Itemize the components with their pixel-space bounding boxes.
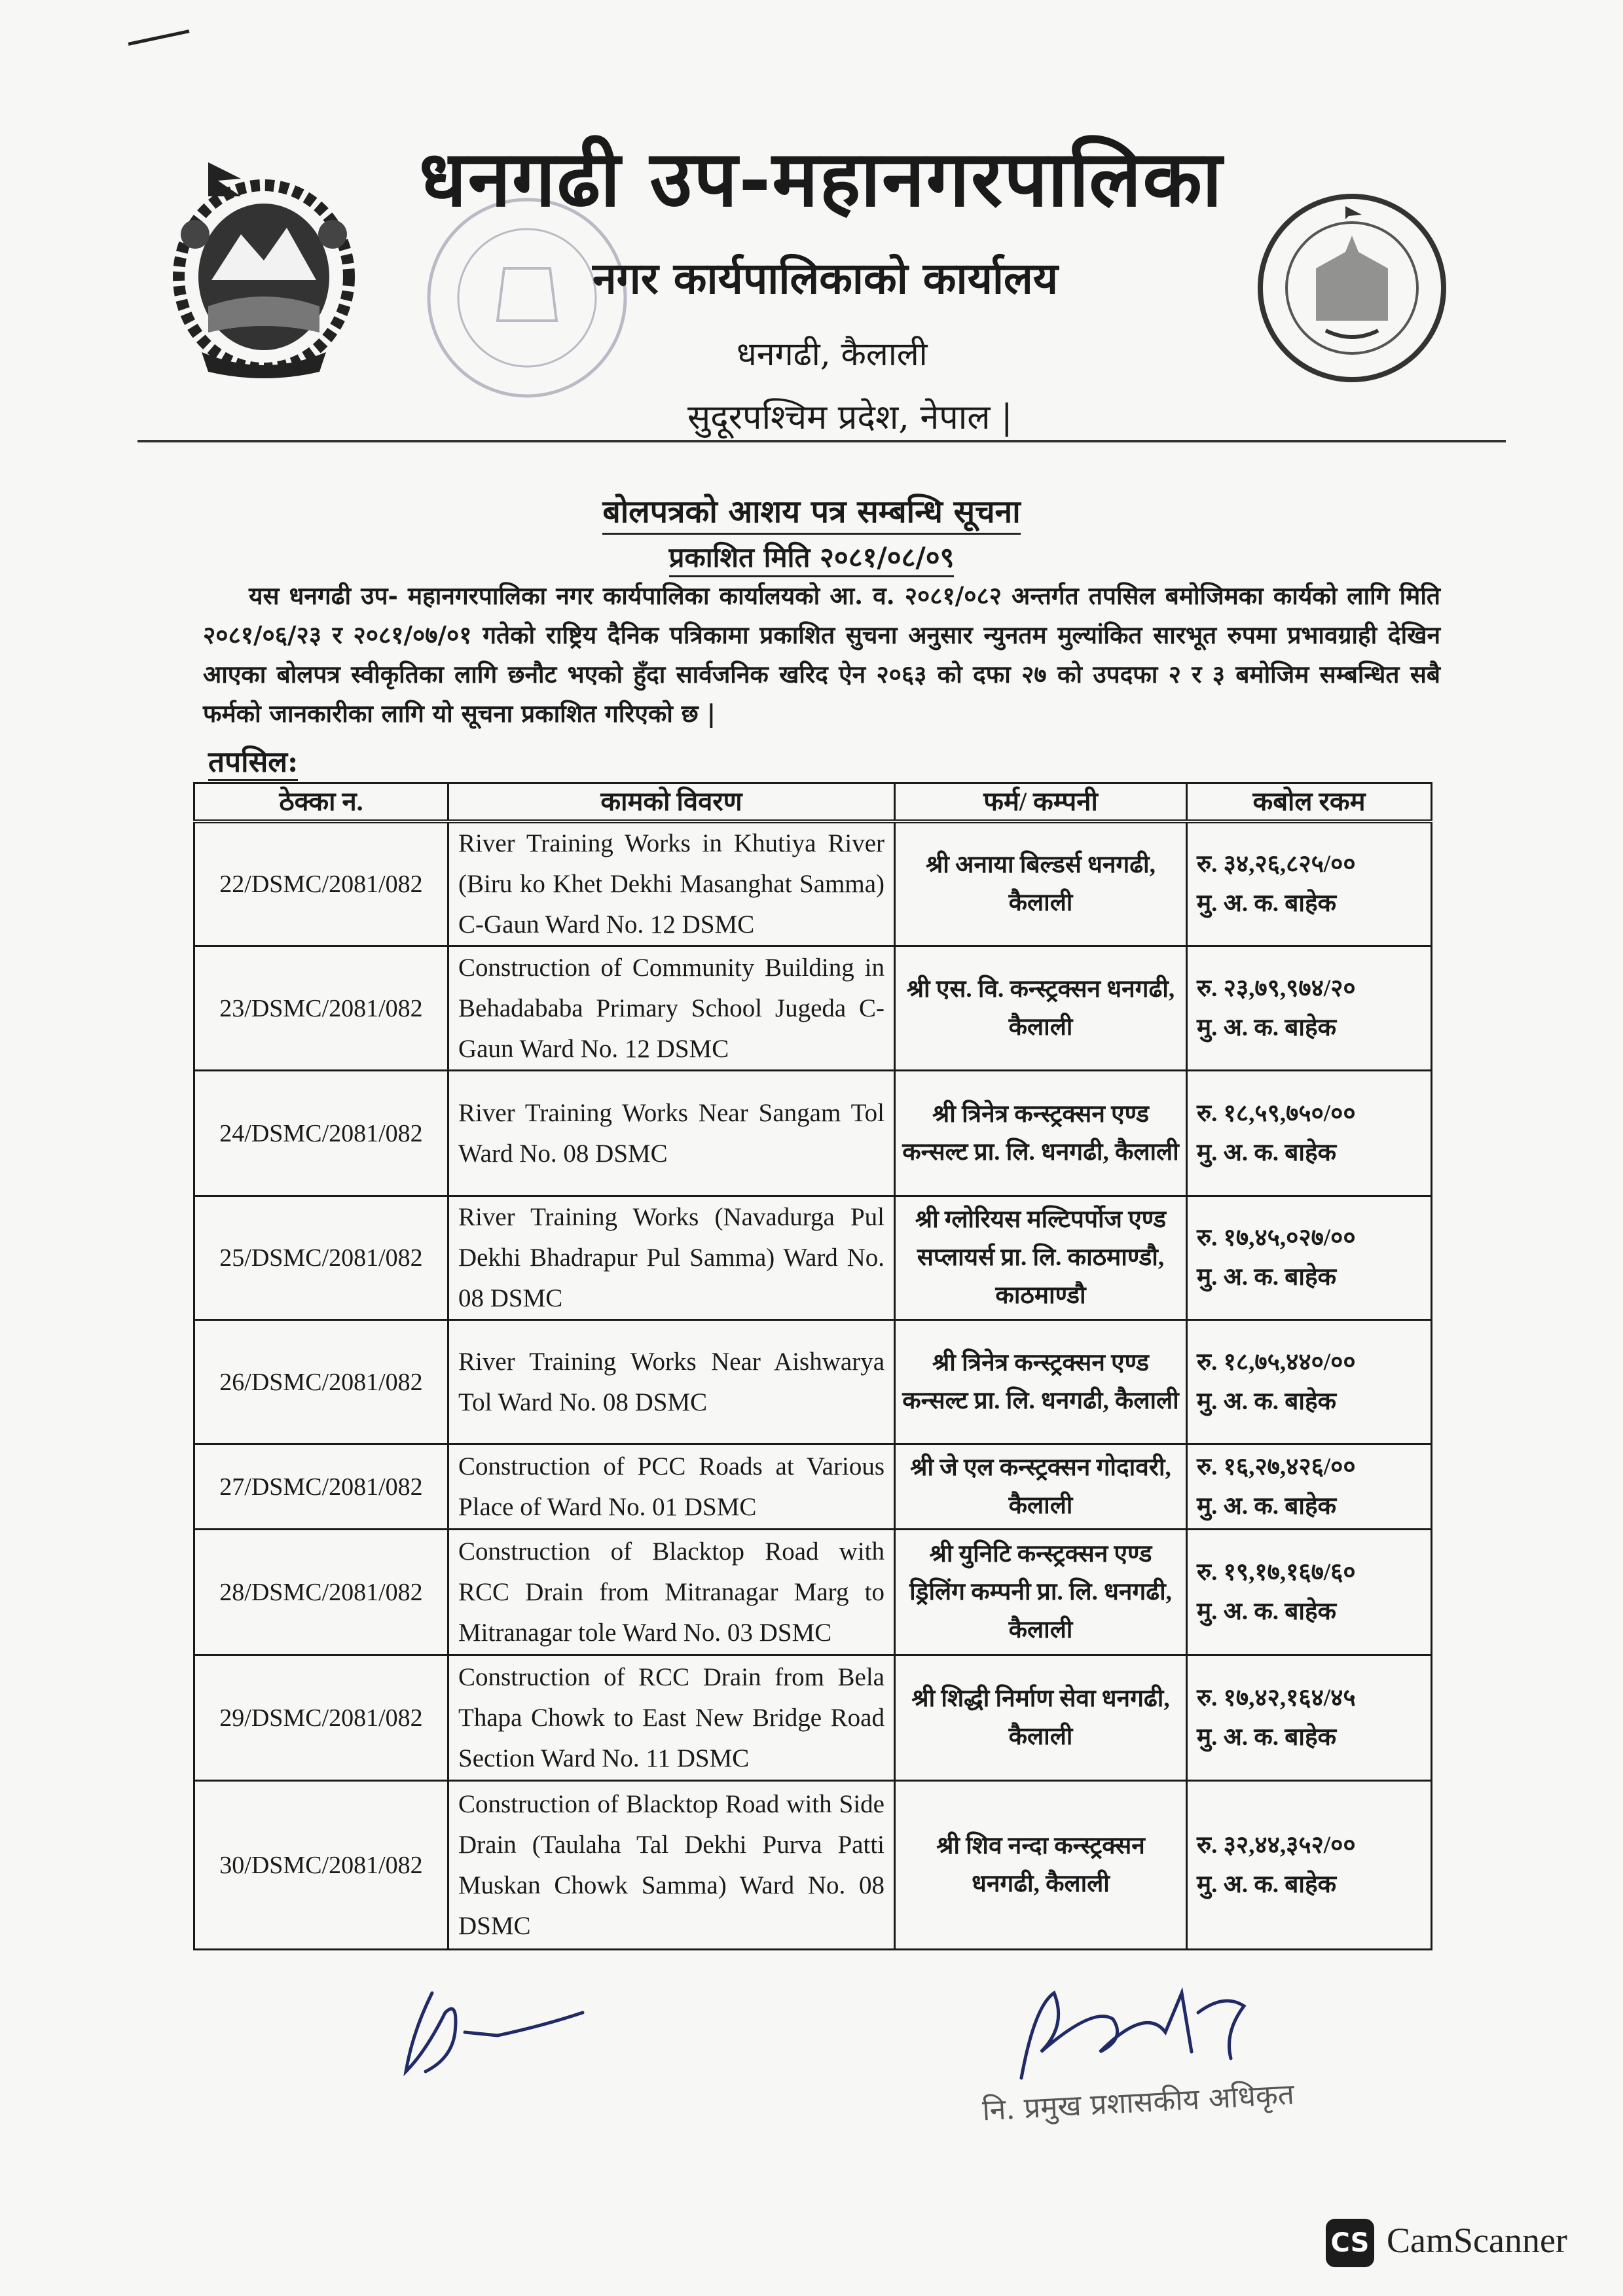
contract-no: 29/DSMC/2081/082 [194, 1655, 448, 1781]
table-row [194, 1530, 1432, 1655]
vat-note: मु. अ. क. बाहेक [1197, 1139, 1337, 1166]
bid-amount: रु. ३४,२६,८२५/०० [1197, 851, 1356, 878]
bid-amount: रु. १९,१७,१६७/६० [1197, 1558, 1356, 1586]
table-header-row [194, 783, 1432, 822]
vat-note: मु. अ. क. बाहेक [1197, 1492, 1337, 1520]
office-name: नगर कार्यपालिकाको कार्यालय [593, 253, 1058, 304]
table-row [194, 1781, 1432, 1950]
firm-name: श्री ग्लोरियस मल्टिपर्पोज एण्ड सप्लायर्स प्रा. लि. काठमाण्डौ, काठमाण्डौ [895, 1196, 1187, 1320]
table-row [194, 946, 1432, 1071]
table-row [194, 1320, 1432, 1444]
municipality-seal-icon [1254, 190, 1450, 386]
firm-name: श्री अनाया बिल्डर्स धनगढी, कैलाली [895, 821, 1187, 946]
header-divider [137, 440, 1506, 442]
office-province: सुदूरपश्चिम प्रदेश, नेपाल | [687, 398, 1013, 437]
bid-amount-cell [1187, 1655, 1432, 1781]
firm-name: श्री जे एल कन्स्ट्रक्सन गोदावरी, कैलाली [895, 1444, 1187, 1530]
header-work-description: कामको विवरण [448, 783, 895, 822]
bid-amount: रु. २३,७९,९७४/२० [1197, 975, 1356, 1002]
vat-note: मु. अ. क. बाहेक [1197, 1264, 1337, 1291]
nepal-emblem-icon [156, 156, 372, 385]
firm-name: श्री शिद्धी निर्माण सेवा धनगढी, कैलाली [895, 1655, 1187, 1781]
notice-body: यस धनगढी उप- महानगरपालिका नगर कार्यपालिका कार्यालयको आ. व. २०८१/०८२ अन्तर्गत तपसिल बमोजिमका कार्यको लागि मिति २०८१/०६/२३ र २०८१/०७/०१ गतेको राष्ट्रिय दैनिक पत्रिकामा प्रकाशित सुचना अनुसार न्युनतम मुल्यांकित सारभूत रुपमा प्रभावग्राही देखिन आएका बोलपत्र स्वीकृतिका लागि छनौट भएको हुँदा सार्वजनिक खरिद ऐन २०६३ को दफा २७ को उपदफा २ र ३ बमोजिम सम्बन्धित सबै फर्मको जानकारीका लागि यो सूचना प्रकाशित गरिएको छ | [203, 581, 1440, 728]
bid-amount-cell [1187, 946, 1432, 1071]
table-row [194, 1196, 1432, 1320]
bid-amount-cell [1187, 1444, 1432, 1530]
work-description: River Training Works (Navadurga Pul Dekhi Bhadrapur Pul Samma) Ward No. 08 DSMC [448, 1196, 895, 1320]
bid-amount: रु. १७,४२,१६४/४५ [1197, 1684, 1356, 1712]
header-bid-amount: कबोल रकम [1187, 783, 1432, 822]
office-city: धनगढी, कैलाली [737, 335, 928, 373]
signature-left [386, 1973, 602, 2098]
published-date: प्रकाशित मिति २०८१/०८/०९ [0, 538, 1623, 575]
contract-no: 28/DSMC/2081/082 [194, 1530, 448, 1655]
bid-amount-cell [1187, 821, 1432, 946]
work-description: River Training Works in Khutiya River (Biru ko Khet Dekhi Masanghat Samma) C-Gaun Ward No. 12 DSMC [448, 821, 895, 946]
camscanner-watermark: CamScanner [1387, 2221, 1567, 2260]
contract-no: 30/DSMC/2081/082 [194, 1781, 448, 1950]
pen-mark [128, 29, 190, 46]
contract-no: 26/DSMC/2081/082 [194, 1320, 448, 1444]
vat-note: मु. अ. क. बाहेक [1197, 1598, 1337, 1625]
contract-no: 24/DSMC/2081/082 [194, 1071, 448, 1196]
bid-amount-cell [1187, 1530, 1432, 1655]
work-description: Construction of Blacktop Road with RCC Drain from Mitranagar Marg to Mitranagar tole Ward No. 03 DSMC [448, 1530, 895, 1655]
contract-no: 22/DSMC/2081/082 [194, 821, 448, 946]
firm-name: श्री एस. वि. कन्स्ट्रक्सन धनगढी, कैलाली [895, 946, 1187, 1071]
firm-name: श्री त्रिनेत्र कन्स्ट्रक्सन एण्ड कन्सल्ट प्रा. लि. धनगढी, कैलाली [895, 1320, 1187, 1444]
tender-table [193, 782, 1432, 1950]
org-title: धनगढी उप-महानगरपालिका [419, 133, 1224, 224]
work-description: River Training Works Near Aishwarya Tol Ward No. 08 DSMC [448, 1320, 895, 1444]
contract-no: 23/DSMC/2081/082 [194, 946, 448, 1071]
notice-title: बोलपत्रको आशय पत्र सम्बन्धि सूचना [0, 490, 1623, 532]
schedule-label: तपसिल: [208, 741, 298, 780]
firm-name: श्री त्रिनेत्र कन्स्ट्रक्सन एण्ड कन्सल्ट प्रा. लि. धनगढी, कैलाली [895, 1071, 1187, 1196]
signature-right [995, 1967, 1270, 2091]
bid-amount: रु. १७,४५,०२७/०० [1197, 1225, 1356, 1251]
camscanner-logo-icon: CS [1326, 2219, 1374, 2267]
vat-note: मु. अ. क. बाहेक [1197, 1014, 1337, 1041]
table-row [194, 1655, 1432, 1781]
bid-amount-cell [1187, 1320, 1432, 1444]
bid-amount-cell [1187, 1781, 1432, 1950]
work-description: Construction of PCC Roads at Various Place of Ward No. 01 DSMC [448, 1444, 895, 1530]
bid-amount: रु. १८,५९,७५०/०० [1197, 1100, 1356, 1127]
bid-amount-cell [1187, 1071, 1432, 1196]
bid-amount: रु. ३२,४४,३५२/०० [1197, 1831, 1356, 1859]
bid-amount: रु. १८,७५,४४०/०० [1197, 1348, 1356, 1376]
table-row [194, 821, 1432, 946]
firm-name: श्री शिव नन्दा कन्स्ट्रक्सन धनगढी, कैलाली [895, 1781, 1187, 1950]
firm-name: श्री युनिटि कन्स्ट्रक्सन एण्ड ड्रिलिंग कम्पनी प्रा. लि. धनगढी, कैलाली [895, 1530, 1187, 1655]
table-row [194, 1071, 1432, 1196]
signatory-designation: नि. प्रमुख प्रशासकीय अधिकृत [981, 2077, 1295, 2128]
contract-no: 27/DSMC/2081/082 [194, 1444, 448, 1530]
bid-amount: रु. १६,२७,४२६/०० [1197, 1453, 1356, 1480]
vat-note: मु. अ. क. बाहेक [1197, 1871, 1337, 1898]
vat-note: मु. अ. क. बाहेक [1197, 1723, 1337, 1751]
work-description: Construction of RCC Drain from Bela Thapa Chowk to East New Bridge Road Section Ward No. 11 DSMC [448, 1655, 895, 1781]
work-description: Construction of Blacktop Road with Side Drain (Taulaha Tal Dekhi Purva Patti Muskan Chowk Samma) Ward No. 08 DSMC [448, 1781, 895, 1950]
header-contract-no: ठेक्का न. [194, 783, 448, 822]
work-description: River Training Works Near Sangam Tol Ward No. 08 DSMC [448, 1071, 895, 1196]
contract-no: 25/DSMC/2081/082 [194, 1196, 448, 1320]
vat-note: मु. अ. क. बाहेक [1197, 1388, 1337, 1415]
bid-amount-cell [1187, 1196, 1432, 1320]
header-firm: फर्म/ कम्पनी [895, 783, 1187, 822]
vat-note: मु. अ. क. बाहेक [1197, 890, 1337, 917]
work-description: Construction of Community Building in Behadababa Primary School Jugeda C-Gaun Ward No. 12 DSMC [448, 946, 895, 1071]
table-row [194, 1444, 1432, 1530]
